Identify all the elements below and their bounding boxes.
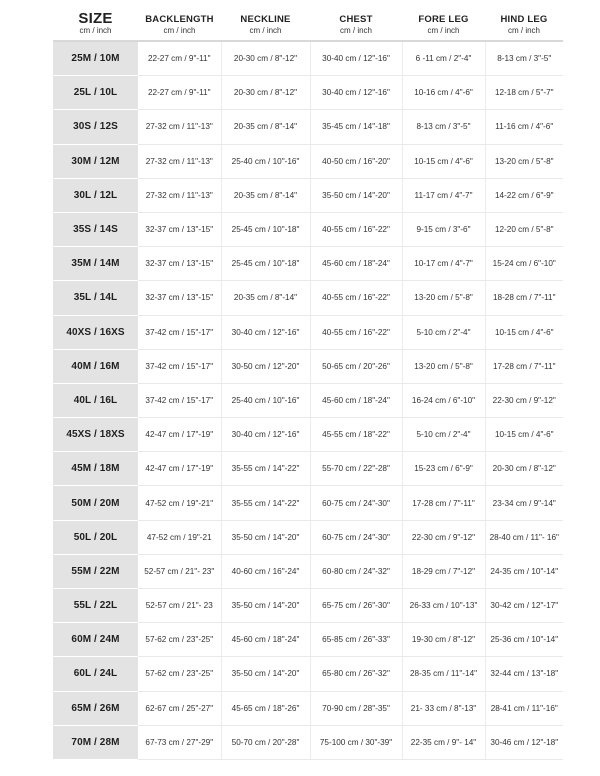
- column-header-neckline: [221, 8, 310, 41]
- measurement-cell-neckline: 35-50 cm / 14"-20": [221, 657, 310, 691]
- column-header-chest: [310, 8, 402, 41]
- measurement-cell-neckline: 30-40 cm / 12"-16": [221, 418, 310, 452]
- measurement-cell-hind-leg: 24-35 cm / 10"-14": [485, 554, 563, 588]
- table-row: [53, 247, 563, 281]
- column-unit: cm / inch: [427, 26, 460, 35]
- size-label: 50M / 20M: [53, 486, 138, 520]
- measurement-cell-backlength: 37-42 cm / 15"-17": [138, 315, 221, 349]
- measurement-cell-backlength: 47-52 cm / 19"-21": [138, 486, 221, 520]
- measurement-cell-fore-leg: 22-35 cm / 9"- 14": [402, 725, 485, 759]
- column-title: SIZE: [78, 10, 113, 27]
- measurement-cell-neckline: 25-40 cm / 10"-16": [221, 144, 310, 178]
- measurement-cell-chest: 40-50 cm / 16"-20": [310, 144, 402, 178]
- size-label: 35L / 14L: [53, 281, 138, 315]
- measurement-cell-backlength: 42-47 cm / 17"-19": [138, 418, 221, 452]
- size-label: 35S / 14S: [53, 212, 138, 246]
- measurement-cell-hind-leg: 14-22 cm / 6"-9": [485, 178, 563, 212]
- size-label: 55M / 22M: [53, 554, 138, 588]
- measurement-cell-neckline: 25-45 cm / 10"-18": [221, 212, 310, 246]
- size-label: 55L / 22L: [53, 589, 138, 623]
- column-title: CHEST: [339, 14, 373, 25]
- table-row: [53, 110, 563, 144]
- measurement-cell-hind-leg: 28-40 cm / 11"- 16": [485, 520, 563, 554]
- size-label: 60M / 24M: [53, 623, 138, 657]
- measurement-cell-fore-leg: 5-10 cm / 2"-4": [402, 418, 485, 452]
- table-row: [53, 589, 563, 623]
- column-title: BACKLENGTH: [145, 14, 214, 25]
- measurement-cell-backlength: 57-62 cm / 23"-25": [138, 657, 221, 691]
- column-title: NECKLINE: [240, 14, 291, 25]
- column-header-hind-leg: [485, 8, 563, 41]
- measurement-cell-fore-leg: 11-17 cm / 4"-7": [402, 178, 485, 212]
- table-row: [53, 349, 563, 383]
- measurement-cell-fore-leg: 8-13 cm / 3"-5": [402, 110, 485, 144]
- size-label: 70M / 28M: [53, 725, 138, 759]
- column-unit: cm / inch: [507, 26, 540, 35]
- measurement-cell-neckline: 30-50 cm / 12"-20": [221, 349, 310, 383]
- measurement-cell-chest: 35-50 cm / 14"-20": [310, 178, 402, 212]
- measurement-cell-chest: 50-65 cm / 20"-26": [310, 349, 402, 383]
- measurement-cell-neckline: 35-55 cm / 14"-22": [221, 452, 310, 486]
- measurement-cell-backlength: 67-73 cm / 27"-29": [138, 725, 221, 759]
- size-label: 40L / 16L: [53, 383, 138, 417]
- measurement-cell-hind-leg: 10-15 cm / 4"-6": [485, 418, 563, 452]
- table-row: [53, 144, 563, 178]
- measurement-cell-hind-leg: 17-28 cm / 7"-11": [485, 349, 563, 383]
- table-row: [53, 554, 563, 588]
- measurement-cell-hind-leg: 32-44 cm / 13"-18": [485, 657, 563, 691]
- table-row: [53, 520, 563, 554]
- size-label: 25L / 10L: [53, 76, 138, 110]
- column-title: FORE LEG: [418, 14, 469, 25]
- measurement-cell-fore-leg: 21- 33 cm / 8"-13": [402, 691, 485, 725]
- measurement-cell-fore-leg: 10-17 cm / 4"-7": [402, 247, 485, 281]
- measurement-cell-fore-leg: 22-30 cm / 9"-12": [402, 520, 485, 554]
- measurement-cell-fore-leg: 15-23 cm / 6"-9": [402, 452, 485, 486]
- measurement-cell-neckline: 20-35 cm / 8"-14": [221, 110, 310, 144]
- measurement-cell-backlength: 27-32 cm / 11"-13": [138, 110, 221, 144]
- measurement-cell-hind-leg: 22-30 cm / 9"-12": [485, 383, 563, 417]
- table-row: [53, 657, 563, 691]
- size-label: 25M / 10M: [53, 41, 138, 76]
- measurement-cell-chest: 75-100 cm / 30"-39": [310, 725, 402, 759]
- measurement-cell-backlength: 57-62 cm / 23"-25": [138, 623, 221, 657]
- measurement-cell-fore-leg: 17-28 cm / 7"-11": [402, 486, 485, 520]
- size-label: 40XS / 16XS: [53, 315, 138, 349]
- measurement-cell-backlength: 22-27 cm / 9"-11": [138, 41, 221, 76]
- size-label: 30S / 12S: [53, 110, 138, 144]
- measurement-cell-fore-leg: 5-10 cm / 2"-4": [402, 315, 485, 349]
- size-label: 60L / 24L: [53, 657, 138, 691]
- size-label: 65M / 26M: [53, 691, 138, 725]
- table-row: [53, 76, 563, 110]
- measurement-cell-chest: 35-45 cm / 14"-18": [310, 110, 402, 144]
- measurement-cell-fore-leg: 10-15 cm / 4"-6": [402, 144, 485, 178]
- table-row: [53, 418, 563, 452]
- measurement-cell-fore-leg: 13-20 cm / 5"-8": [402, 281, 485, 315]
- column-header-fore-leg: [402, 8, 485, 41]
- measurement-cell-chest: 60-75 cm / 24"-30": [310, 520, 402, 554]
- measurement-cell-hind-leg: 25-36 cm / 10"-14": [485, 623, 563, 657]
- table-row: [53, 212, 563, 246]
- size-label: 45XS / 18XS: [53, 418, 138, 452]
- measurement-cell-chest: 65-75 cm / 26"-30": [310, 589, 402, 623]
- measurement-cell-backlength: 27-32 cm / 11"-13": [138, 144, 221, 178]
- measurement-cell-backlength: 37-42 cm / 15"-17": [138, 383, 221, 417]
- column-unit: cm / inch: [249, 26, 282, 35]
- measurement-cell-chest: 40-55 cm / 16"-22": [310, 315, 402, 349]
- measurement-cell-backlength: 37-42 cm / 15"-17": [138, 349, 221, 383]
- measurement-cell-chest: 65-80 cm / 26"-32": [310, 657, 402, 691]
- table-row: [53, 623, 563, 657]
- measurement-cell-hind-leg: 13-20 cm / 5"-8": [485, 144, 563, 178]
- measurement-cell-neckline: 20-30 cm / 8"-12": [221, 41, 310, 76]
- size-label: 30L / 12L: [53, 178, 138, 212]
- measurement-cell-chest: 70-90 cm / 28"-35": [310, 691, 402, 725]
- measurement-cell-fore-leg: 26-33 cm / 10"-13": [402, 589, 485, 623]
- measurement-cell-chest: 65-85 cm / 26"-33": [310, 623, 402, 657]
- size-label: 35M / 14M: [53, 247, 138, 281]
- measurement-cell-chest: 45-55 cm / 18"-22": [310, 418, 402, 452]
- measurement-cell-hind-leg: 12-20 cm / 5"-8": [485, 212, 563, 246]
- measurement-cell-fore-leg: 16-24 cm / 6"-10": [402, 383, 485, 417]
- header-row: [53, 8, 563, 41]
- measurement-cell-hind-leg: 12-18 cm / 5"-7": [485, 76, 563, 110]
- measurement-cell-hind-leg: 8-13 cm / 3"-5": [485, 41, 563, 76]
- column-header-size: [53, 8, 138, 41]
- measurement-cell-neckline: 25-45 cm / 10"-18": [221, 247, 310, 281]
- measurement-cell-chest: 55-70 cm / 22"-28": [310, 452, 402, 486]
- table-row: [53, 452, 563, 486]
- measurement-cell-neckline: 45-65 cm / 18"-26": [221, 691, 310, 725]
- measurement-cell-chest: 45-60 cm / 18"-24": [310, 383, 402, 417]
- measurement-cell-fore-leg: 6 -11 cm / 2"-4": [402, 41, 485, 76]
- measurement-cell-backlength: 22-27 cm / 9"-11": [138, 76, 221, 110]
- size-table: [53, 8, 563, 760]
- measurement-cell-chest: 40-55 cm / 16"-22": [310, 212, 402, 246]
- measurement-cell-chest: 40-55 cm / 16"-22": [310, 281, 402, 315]
- measurement-cell-backlength: 47-52 cm / 19"-21: [138, 520, 221, 554]
- column-title: HIND LEG: [500, 14, 548, 25]
- measurement-cell-neckline: 50-70 cm / 20"-28": [221, 725, 310, 759]
- column-unit: cm / inch: [79, 26, 112, 35]
- table-row: [53, 725, 563, 759]
- size-label: 45M / 18M: [53, 452, 138, 486]
- measurement-cell-chest: 60-80 cm / 24"-32": [310, 554, 402, 588]
- measurement-cell-fore-leg: 13-20 cm / 5"-8": [402, 349, 485, 383]
- measurement-cell-neckline: 20-30 cm / 8"-12": [221, 76, 310, 110]
- measurement-cell-backlength: 52-57 cm / 21"- 23: [138, 589, 221, 623]
- measurement-cell-hind-leg: 20-30 cm / 8"-12": [485, 452, 563, 486]
- column-unit: cm / inch: [163, 26, 196, 35]
- measurement-cell-chest: 30-40 cm / 12"-16": [310, 76, 402, 110]
- table-row: [53, 315, 563, 349]
- table-header: [53, 8, 563, 41]
- measurement-cell-neckline: 45-60 cm / 18"-24": [221, 623, 310, 657]
- measurement-cell-backlength: 42-47 cm / 17"-19": [138, 452, 221, 486]
- measurement-cell-backlength: 32-37 cm / 13"-15": [138, 281, 221, 315]
- measurement-cell-hind-leg: 23-34 cm / 9"-14": [485, 486, 563, 520]
- measurement-cell-fore-leg: 10-16 cm / 4"-6": [402, 76, 485, 110]
- measurement-cell-hind-leg: 10-15 cm / 4"-6": [485, 315, 563, 349]
- measurement-cell-chest: 45-60 cm / 18"-24": [310, 247, 402, 281]
- measurement-cell-backlength: 32-37 cm / 13"-15": [138, 212, 221, 246]
- table-row: [53, 41, 563, 76]
- measurement-cell-fore-leg: 18-29 cm / 7"-12": [402, 554, 485, 588]
- table-row: [53, 281, 563, 315]
- measurement-cell-hind-leg: 15-24 cm / 6"-10": [485, 247, 563, 281]
- measurement-cell-hind-leg: 18-28 cm / 7"-11": [485, 281, 563, 315]
- measurement-cell-neckline: 35-50 cm / 14"-20": [221, 520, 310, 554]
- table-row: [53, 383, 563, 417]
- table-row: [53, 691, 563, 725]
- measurement-cell-fore-leg: 28-35 cm / 11"-14": [402, 657, 485, 691]
- size-label: 50L / 20L: [53, 520, 138, 554]
- measurement-cell-neckline: 30-40 cm / 12"-16": [221, 315, 310, 349]
- measurement-cell-neckline: 20-35 cm / 8"-14": [221, 178, 310, 212]
- measurement-cell-backlength: 32-37 cm / 13"-15": [138, 247, 221, 281]
- measurement-cell-hind-leg: 30-42 cm / 12"-17": [485, 589, 563, 623]
- measurement-cell-hind-leg: 28-41 cm / 11"-16": [485, 691, 563, 725]
- measurement-cell-fore-leg: 19-30 cm / 8"-12": [402, 623, 485, 657]
- measurement-cell-chest: 60-75 cm / 24"-30": [310, 486, 402, 520]
- measurement-cell-hind-leg: 30-46 cm / 12"-18": [485, 725, 563, 759]
- column-unit: cm / inch: [339, 26, 372, 35]
- measurement-cell-backlength: 52-57 cm / 21"- 23": [138, 554, 221, 588]
- measurement-cell-chest: 30-40 cm / 12"-16": [310, 41, 402, 76]
- measurement-cell-hind-leg: 11-16 cm / 4"-6": [485, 110, 563, 144]
- measurement-cell-neckline: 40-60 cm / 16"-24": [221, 554, 310, 588]
- measurement-cell-fore-leg: 9-15 cm / 3"-6": [402, 212, 485, 246]
- table-body: [53, 41, 563, 759]
- column-header-backlength: [138, 8, 221, 41]
- size-label: 40M / 16M: [53, 349, 138, 383]
- measurement-cell-neckline: 25-40 cm / 10"-16": [221, 383, 310, 417]
- measurement-cell-backlength: 62-67 cm / 25"-27": [138, 691, 221, 725]
- table-row: [53, 486, 563, 520]
- size-label: 30M / 12M: [53, 144, 138, 178]
- measurement-cell-neckline: 35-50 cm / 14"-20": [221, 589, 310, 623]
- measurement-cell-backlength: 27-32 cm / 11"-13": [138, 178, 221, 212]
- measurement-cell-neckline: 20-35 cm / 8"-14": [221, 281, 310, 315]
- measurement-cell-neckline: 35-55 cm / 14"-22": [221, 486, 310, 520]
- table-row: [53, 178, 563, 212]
